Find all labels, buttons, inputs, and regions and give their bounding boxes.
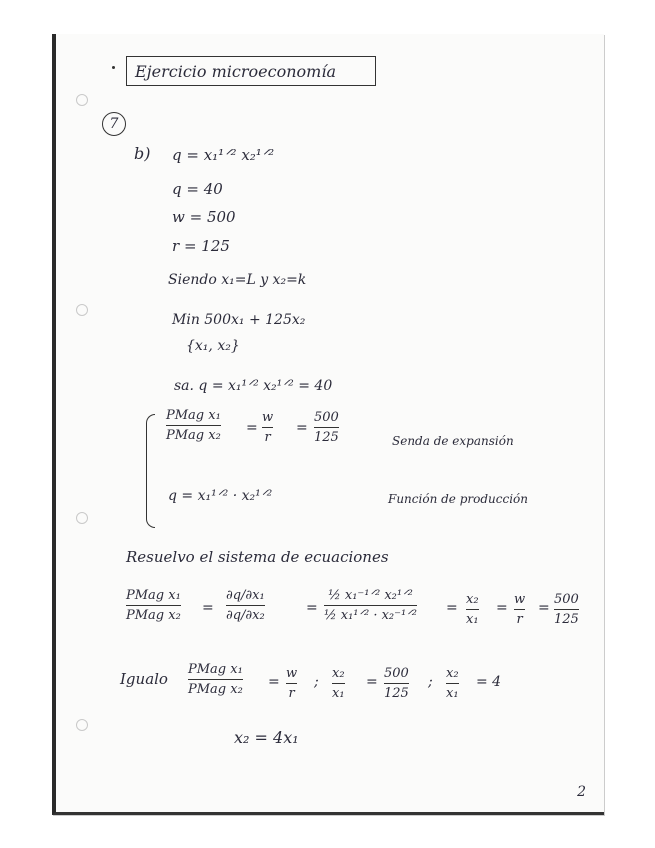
separator: ;: [314, 674, 319, 690]
numerator: x₂: [466, 592, 479, 607]
given-line: q = 40: [172, 180, 223, 198]
fraction: [286, 666, 297, 701]
denominator: PMag x₂: [126, 608, 181, 624]
numerator: PMag x₁: [188, 662, 243, 677]
numerator: w: [514, 592, 526, 607]
equals-sign: =: [202, 600, 214, 616]
denominator: x₁: [332, 686, 345, 702]
given-line: q = x₁¹ᐟ² x₂¹ᐟ²: [172, 146, 275, 164]
denominator: r: [288, 686, 295, 702]
page-title: Ejercicio microeconomía: [126, 56, 376, 86]
denominator: 125: [554, 612, 579, 628]
system-brace: [146, 414, 155, 528]
numerator: 500: [384, 666, 409, 681]
annotation-funcion: Función de producción: [388, 492, 528, 506]
numerator: w: [286, 666, 298, 681]
production-equation: q = x₁¹ᐟ² · x₂¹ᐟ²: [168, 488, 273, 504]
result-line: x₂ = 4x₁: [234, 728, 299, 747]
denominator: 125: [384, 686, 409, 702]
ratio-value: = 4: [476, 674, 502, 690]
fraction: [126, 588, 181, 623]
page-number: 2: [577, 784, 586, 800]
punch-hole: [76, 304, 88, 316]
resuelvo-line: Resuelvo el sistema de ecuaciones: [126, 548, 389, 566]
numerator: PMag x₁: [166, 408, 221, 423]
punch-hole: [76, 512, 88, 524]
punch-hole: [76, 94, 88, 106]
equals-sign: =: [366, 674, 378, 690]
numerator: 500: [314, 410, 339, 425]
fraction: [166, 408, 221, 443]
equals-sign: =: [446, 600, 458, 616]
notebook-page: [52, 34, 604, 815]
fraction: [188, 662, 243, 697]
denominator: ∂q/∂x₂: [226, 608, 265, 624]
fraction: [332, 666, 345, 701]
numerator: w: [262, 410, 274, 425]
numerator: ½ x₁⁻¹ᐟ² x₂¹ᐟ²: [328, 588, 413, 603]
fraction: [262, 410, 273, 445]
numerator: 500: [554, 592, 579, 607]
annotation-senda: Senda de expansión: [392, 434, 514, 448]
equals-sign: =: [268, 674, 280, 690]
denominator: r: [264, 430, 271, 446]
igualo-label: Igualo: [120, 670, 168, 688]
numerator: PMag x₁: [126, 588, 181, 603]
equals-sign: =: [538, 600, 550, 616]
equals-sign: =: [306, 600, 318, 616]
fraction: [324, 588, 417, 623]
fraction: [514, 592, 525, 627]
separator: ;: [428, 674, 433, 690]
fraction: [226, 588, 265, 623]
fraction: [466, 592, 479, 627]
numerator: ∂q/∂x₁: [226, 588, 265, 603]
denominator: PMag x₂: [188, 682, 243, 698]
min-vars: {x₁, x₂}: [186, 338, 240, 354]
denominator: r: [516, 612, 523, 628]
denominator: ½ x₁¹ᐟ² · x₂⁻¹ᐟ²: [324, 608, 417, 624]
denominator: x₁: [466, 612, 479, 628]
denominator: 125: [314, 430, 339, 446]
min-line: Min 500x₁ + 125x₂: [172, 312, 306, 328]
fraction: [314, 410, 339, 445]
bullet-dot: [112, 66, 115, 69]
fraction: [446, 666, 459, 701]
exercise-number: 7: [102, 112, 126, 136]
denominator: PMag x₂: [166, 428, 221, 444]
numerator: x₂: [446, 666, 459, 681]
equals-sign: =: [496, 600, 508, 616]
siendo-line: Siendo x₁=L y x₂=k: [168, 272, 307, 288]
fraction: [384, 666, 409, 701]
part-label: b): [134, 144, 151, 163]
constraint-line: sa. q = x₁¹ᐟ² x₂¹ᐟ² = 40: [174, 378, 333, 394]
given-line: r = 125: [172, 237, 230, 255]
punch-hole: [76, 719, 88, 731]
equals-sign: =: [296, 420, 308, 436]
given-line: w = 500: [172, 208, 236, 226]
denominator: x₁: [446, 686, 459, 702]
equals-sign: =: [246, 420, 258, 436]
numerator: x₂: [332, 666, 345, 681]
fraction: [554, 592, 579, 627]
